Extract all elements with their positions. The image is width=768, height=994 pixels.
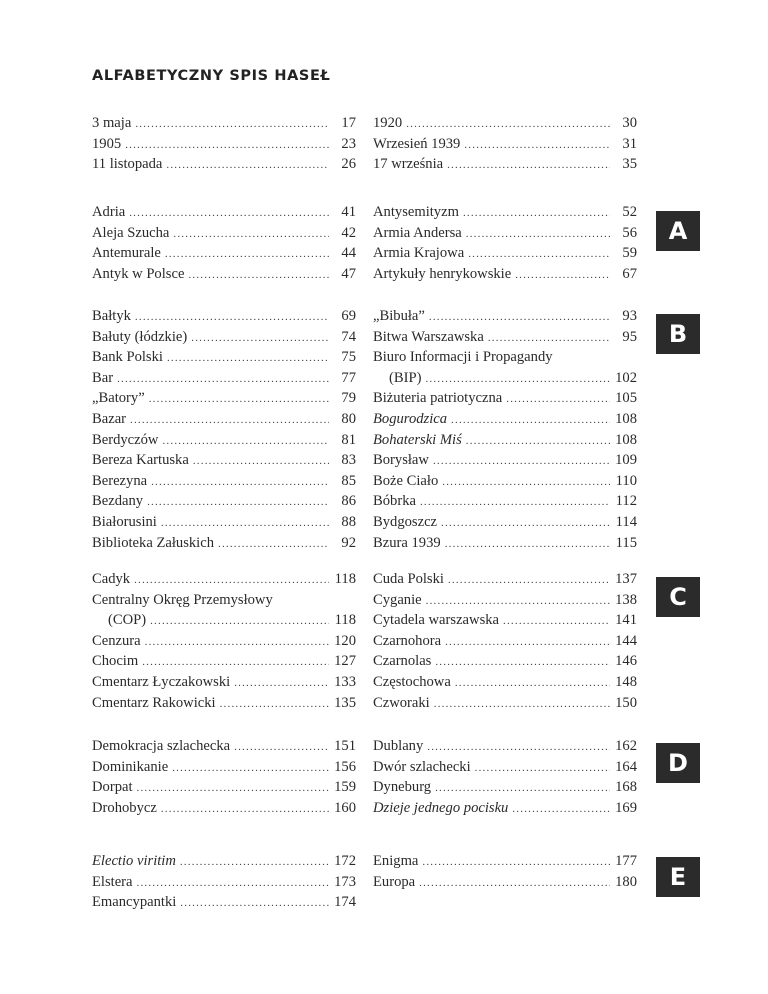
index-entry	[373, 243, 637, 264]
dot-leader	[134, 570, 329, 591]
index-entry-label: 1905	[92, 135, 122, 152]
dot-leader	[448, 570, 610, 591]
index-entry	[373, 672, 637, 693]
dot-leader	[515, 265, 610, 286]
index-column-right	[373, 202, 637, 284]
dot-leader	[425, 369, 610, 390]
index-entry	[92, 388, 356, 409]
index-entry-label: Bar	[92, 369, 114, 386]
dot-leader	[161, 799, 329, 820]
dot-leader	[455, 673, 610, 694]
index-entry	[92, 777, 356, 798]
dot-leader	[220, 694, 329, 715]
dot-leader	[125, 135, 329, 156]
index-entry	[373, 471, 637, 492]
index-entry-label: Czworaki	[373, 694, 430, 711]
index-entry-label: Bzura 1939	[373, 534, 441, 551]
index-entry-page: 81	[341, 431, 356, 448]
dot-leader	[234, 737, 329, 758]
dot-leader	[218, 534, 329, 555]
index-entry-label: Dorpat	[92, 779, 133, 796]
section-letter-badge: D	[656, 743, 700, 783]
index-entry	[92, 631, 356, 652]
index-column-right	[373, 736, 637, 818]
dot-leader	[422, 852, 610, 873]
index-entry-page: 23	[341, 135, 356, 152]
index-entry-label: Bóbrka	[373, 493, 416, 510]
index-entry-label: Bazar	[92, 410, 127, 427]
index-entry-label: Adria	[92, 204, 126, 220]
index-entry-page: 85	[341, 472, 356, 489]
dot-leader	[161, 513, 329, 534]
index-entry-label: Drohobycz	[92, 799, 157, 816]
index-entry-label: Elstera	[92, 873, 133, 890]
index-entry	[92, 347, 356, 368]
dot-leader	[433, 451, 610, 472]
index-entry-label: Biblioteka Załuskich	[92, 534, 214, 551]
index-entry-label: Berdyczów	[92, 431, 159, 448]
index-entry-page: 115	[615, 534, 637, 551]
dot-leader	[193, 451, 329, 472]
index-entry-label: Artykuły henrykowskie	[373, 265, 512, 282]
index-column-left	[92, 569, 356, 713]
index-entry-page: 180	[615, 873, 637, 890]
dot-leader	[166, 155, 329, 176]
index-column-right	[373, 113, 637, 175]
index-entry-page: 80	[341, 410, 356, 427]
index-entry-page: 133	[334, 673, 356, 690]
index-entry-page: 95	[622, 328, 637, 345]
index-entry-page: 83	[341, 452, 356, 469]
dot-leader	[434, 694, 610, 715]
index-entry-label: Cmentarz Rakowicki	[92, 694, 216, 711]
index-entry-page: 26	[341, 156, 356, 173]
dot-leader	[234, 673, 329, 694]
index-entry-page: 156	[334, 758, 356, 775]
index-entry-label: Bank Polski	[92, 349, 163, 366]
index-entry	[373, 202, 637, 223]
dot-leader	[151, 472, 329, 493]
index-entry	[92, 693, 356, 714]
index-entry-label: Bydgoszcz	[373, 513, 438, 530]
index-title: ALFABETYCZNY SPIS HASEŁ	[92, 68, 331, 84]
index-entry	[373, 113, 637, 134]
index-entry	[373, 491, 637, 512]
index-entry-page: 79	[341, 390, 356, 407]
index-entry-label: Armia Andersa	[373, 224, 462, 241]
index-entry	[92, 243, 356, 264]
index-entry-label: Antysemityzm	[373, 204, 459, 220]
index-entry	[92, 223, 356, 244]
index-entry-label: „Batory”	[92, 390, 145, 407]
index-entry	[92, 736, 356, 757]
index-entry	[92, 409, 356, 430]
index-entry	[92, 450, 356, 471]
index-entry	[373, 223, 637, 244]
index-entry-page: 47	[341, 265, 356, 282]
dot-leader	[468, 244, 610, 265]
index-entry	[92, 569, 356, 590]
index-entry-page: 160	[334, 799, 356, 816]
dot-leader	[135, 114, 329, 135]
index-entry-label: Boże Ciało	[373, 472, 439, 489]
index-entry-label: Biżuteria patriotyczna	[373, 390, 503, 407]
index-entry-label: Europa	[373, 873, 416, 890]
dot-leader	[406, 114, 610, 135]
index-entry-label: Cyganie	[373, 591, 422, 608]
dot-leader	[427, 737, 610, 758]
index-entry-page: 93	[622, 308, 637, 324]
index-entry-label: Bitwa Warszawska	[373, 328, 484, 345]
dot-leader	[167, 348, 329, 369]
index-entry-page: 86	[341, 493, 356, 510]
dot-leader	[451, 410, 610, 431]
index-entry-page: 162	[615, 738, 637, 754]
index-entry-label: Berezyna	[92, 472, 148, 489]
index-entry-label: Wrzesień 1939	[373, 135, 461, 152]
index-entry-page: 118	[334, 571, 356, 587]
dot-leader	[172, 758, 329, 779]
index-entry-label: Cadyk	[92, 571, 131, 587]
index-entry-page: 127	[334, 653, 356, 670]
index-entry-label: Electio viritim	[92, 853, 176, 869]
dot-leader	[147, 492, 329, 513]
index-entry	[92, 512, 356, 533]
index-entry-label: 1920	[373, 115, 403, 131]
index-entry	[92, 672, 356, 693]
index-entry-label: Cuda Polski	[373, 571, 444, 587]
dot-leader	[503, 611, 610, 632]
dot-leader	[506, 389, 610, 410]
index-entry-page: 88	[341, 513, 356, 530]
index-column-left	[92, 113, 356, 175]
index-entry-page: 169	[615, 799, 637, 816]
index-entry-page: 159	[334, 779, 356, 796]
index-entry-label: Czarnolas	[373, 653, 432, 670]
index-entry-page: 137	[615, 571, 637, 587]
index-entry	[92, 851, 356, 872]
dot-leader	[137, 873, 329, 894]
dot-leader	[441, 513, 610, 534]
index-entry-label: Bałtyk	[92, 308, 131, 324]
section-letter-badge: B	[656, 314, 700, 354]
index-entry-page: 109	[615, 452, 637, 469]
index-entry-page: 141	[615, 612, 637, 629]
index-entry-page: 74	[341, 328, 356, 345]
dot-leader	[512, 799, 610, 820]
dot-leader	[488, 328, 610, 349]
dot-leader	[191, 328, 329, 349]
section-letter-badge: A	[656, 211, 700, 251]
index-entry	[373, 264, 637, 285]
index-column-right	[373, 851, 637, 892]
index-entry-label: Bałuty (łódzkie)	[92, 328, 188, 345]
dot-leader	[137, 778, 329, 799]
index-entry	[373, 693, 637, 714]
index-column-right	[373, 569, 637, 713]
dot-leader	[445, 534, 610, 555]
index-entry-page: 108	[615, 431, 637, 448]
index-entry-page: 118	[334, 612, 356, 629]
index-entry	[92, 368, 356, 389]
dot-leader	[463, 203, 610, 224]
index-entry-page: 151	[334, 738, 356, 754]
index-entry-page: 30	[622, 115, 637, 131]
dot-leader	[442, 472, 610, 493]
index-entry	[92, 471, 356, 492]
index-entry-page: 135	[334, 694, 356, 711]
index-entry-page: 146	[615, 653, 637, 670]
index-column-left	[92, 851, 356, 913]
index-entry-page: 35	[622, 156, 637, 173]
index-entry	[373, 306, 637, 327]
index-entry-label: Czarnohora	[373, 632, 442, 649]
index-entry	[92, 154, 356, 175]
index-entry-page: 164	[615, 758, 637, 775]
index-entry-page: 102	[615, 369, 637, 386]
index-entry-label: Antemurale	[92, 245, 161, 262]
index-column-left	[92, 202, 356, 284]
index-entry-label: (BIP)	[389, 369, 422, 386]
index-entry-label: Armia Krajowa	[373, 245, 465, 262]
index-entry-label: Borysław	[373, 452, 429, 469]
index-entry	[92, 491, 356, 512]
index-entry-page: 59	[622, 245, 637, 262]
index-entry	[373, 388, 637, 409]
index-entry-page: 44	[341, 245, 356, 262]
index-entry-label: Enigma	[373, 853, 419, 869]
index-entry	[92, 533, 356, 554]
index-entry	[373, 590, 637, 611]
index-entry-label: Bereza Kartuska	[92, 452, 189, 469]
dot-leader	[180, 893, 329, 914]
index-entry-label: (COP)	[108, 612, 147, 629]
index-entry-page: 67	[622, 265, 637, 282]
index-entry	[373, 533, 637, 554]
index-entry	[92, 306, 356, 327]
index-entry	[92, 113, 356, 134]
index-entry	[373, 651, 637, 672]
index-entry	[92, 651, 356, 672]
index-entry-label: Chocim	[92, 653, 139, 670]
index-entry-label: 17 września	[373, 156, 444, 173]
index-entry-label: 3 maja	[92, 115, 132, 131]
dot-leader	[150, 611, 329, 632]
index-entry-page: 173	[334, 873, 356, 890]
index-entry	[373, 450, 637, 471]
index-column-right	[373, 306, 637, 553]
index-entry	[373, 798, 637, 819]
index-entry-label: Dublany	[373, 738, 424, 754]
index-entry	[92, 798, 356, 819]
index-entry-label: Bohaterski Miś	[373, 431, 462, 448]
index-entry-page: 110	[615, 472, 637, 489]
index-entry	[373, 736, 637, 757]
index-column-left	[92, 306, 356, 553]
index-entry-page: 138	[615, 591, 637, 608]
index-entry-page: 150	[615, 694, 637, 711]
index-entry-label: Bezdany	[92, 493, 144, 510]
index-entry	[373, 610, 637, 631]
index-entry-page: 31	[622, 135, 637, 152]
index-entry	[92, 892, 356, 913]
index-entry-page: 112	[615, 493, 637, 510]
dot-leader	[188, 265, 329, 286]
dot-leader	[145, 632, 329, 653]
index-entry-page: 105	[615, 390, 637, 407]
index-entry	[92, 872, 356, 893]
dot-leader	[165, 244, 329, 265]
dot-leader	[426, 591, 610, 612]
dot-leader	[447, 155, 610, 176]
index-entry-page: 168	[615, 779, 637, 796]
index-entry	[92, 757, 356, 778]
index-entry	[373, 777, 637, 798]
index-entry	[373, 430, 637, 451]
index-entry-label: Białorusini	[92, 513, 157, 530]
index-entry-label: Emancypantki	[92, 894, 177, 911]
dot-leader	[475, 758, 610, 779]
index-entry	[92, 134, 356, 155]
index-entry-label: Aleja Szucha	[92, 224, 170, 241]
index-entry	[373, 631, 637, 652]
index-entry-label: Cytadela warszawska	[373, 612, 500, 629]
index-entry	[92, 430, 356, 451]
dot-leader	[420, 492, 610, 513]
index-entry-page: 41	[341, 204, 356, 220]
index-entry	[373, 512, 637, 533]
index-entry-label: Dwór szlachecki	[373, 758, 471, 775]
dot-leader	[117, 369, 329, 390]
index-entry-label: 11 listopada	[92, 156, 163, 173]
index-entry	[373, 409, 637, 430]
index-entry-page: 69	[341, 308, 356, 324]
index-entry-label: Antyk w Polsce	[92, 265, 185, 282]
index-entry-label: Dominikanie	[92, 758, 169, 775]
index-entry-page: 75	[341, 349, 356, 366]
index-column-left	[92, 736, 356, 818]
index-entry	[373, 872, 637, 893]
index-entry-page: 177	[615, 853, 637, 869]
dot-leader	[149, 389, 329, 410]
index-entry	[92, 202, 356, 223]
index-entry-page: 172	[334, 853, 356, 869]
index-entry-page: 56	[622, 224, 637, 241]
index-entry	[92, 264, 356, 285]
index-entry-label: Biuro Informacji i Propagandy	[373, 349, 553, 366]
dot-leader	[445, 632, 610, 653]
index-entry	[373, 851, 637, 872]
index-entry-page: 52	[622, 204, 637, 220]
dot-leader	[464, 135, 610, 156]
index-entry-label: Dzieje jednego pocisku	[373, 799, 509, 816]
dot-leader	[466, 431, 610, 452]
section-letter-badge: E	[656, 857, 700, 897]
index-entry	[92, 610, 356, 631]
dot-leader	[142, 652, 329, 673]
index-entry	[373, 154, 637, 175]
index-entry-label: Częstochowa	[373, 673, 451, 690]
index-entry-page: 114	[615, 513, 637, 530]
index-entry-page: 17	[341, 115, 356, 131]
index-entry	[373, 569, 637, 590]
dot-leader	[180, 852, 329, 873]
index-entry-page: 120	[334, 632, 356, 649]
index-entry	[373, 327, 637, 348]
index-entry-page: 42	[341, 224, 356, 241]
index-entry-page: 148	[615, 673, 637, 690]
index-entry	[92, 327, 356, 348]
index-entry-label: Centralny Okręg Przemysłowy	[92, 591, 273, 608]
index-entry-label: Bogurodzica	[373, 410, 448, 427]
dot-leader	[419, 873, 610, 894]
index-entry-label: Cenzura	[92, 632, 141, 649]
dot-leader	[435, 652, 610, 673]
dot-leader	[129, 203, 329, 224]
index-entry	[373, 368, 637, 389]
dot-leader	[466, 224, 610, 245]
index-entry-page: 174	[334, 894, 356, 911]
index-entry-label: Dyneburg	[373, 779, 432, 796]
dot-leader	[162, 431, 329, 452]
index-entry-label: „Bibuła”	[373, 308, 425, 324]
index-entry	[373, 134, 637, 155]
dot-leader	[130, 410, 329, 431]
index-entry-label: Demokracja szlachecka	[92, 738, 231, 754]
index-entry	[373, 757, 637, 778]
index-entry-page: 92	[341, 534, 356, 551]
index-entry-page: 77	[341, 369, 356, 386]
dot-leader	[429, 307, 610, 328]
section-letter-badge: C	[656, 577, 700, 617]
index-entry-label: Cmentarz Łyczakowski	[92, 673, 231, 690]
dot-leader	[135, 307, 329, 328]
index-entry-page: 144	[615, 632, 637, 649]
dot-leader	[173, 224, 329, 245]
index-entry-page: 108	[615, 410, 637, 427]
dot-leader	[435, 778, 610, 799]
